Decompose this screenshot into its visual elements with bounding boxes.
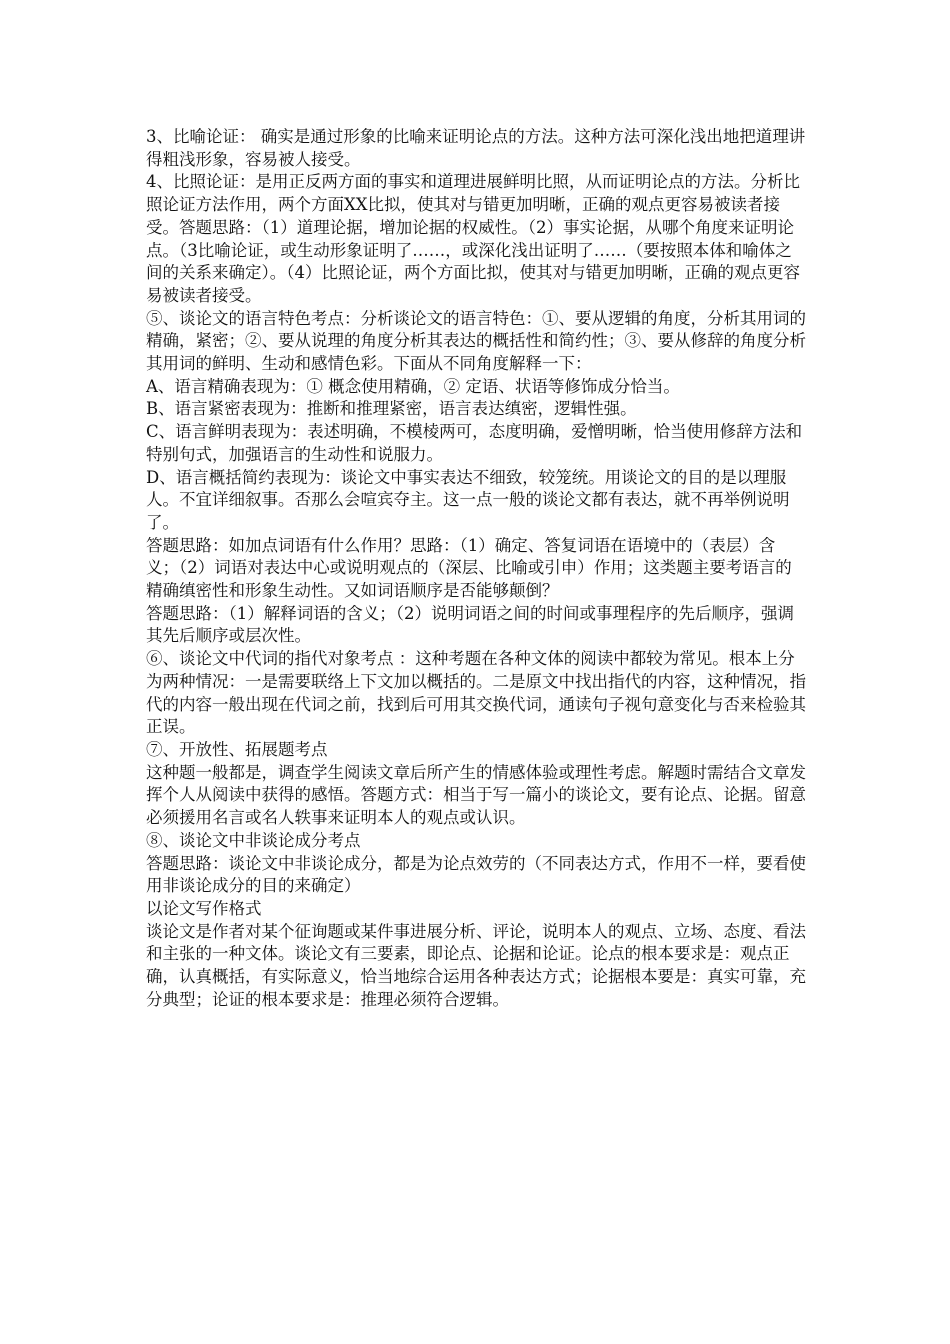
paragraph-language-rigorous: B、语言紧密表现为：推断和推理紧密，语言表达缜密，逻辑性强。 bbox=[146, 399, 637, 419]
paragraph-answer-approach-order: 答题思路：（1）解释词语的含义；（2）说明词语之间的时间或事理程序的先后顺序，强调其先后顺序或层次性。 bbox=[146, 603, 794, 646]
paragraph-language-concise: D、语言概括简约表现为：谈论文中事实表达不细致，较笼统。用谈论文的目的是以理服人。不宜详细叙事。否那么会喧宾夺主。这一点一般的谈论文都有表达，就不再举例说明了。 bbox=[146, 467, 790, 532]
paragraph-language-features: ⑤、谈论文的语言特色考点：分析谈论文的语言特色：①、要从逻辑的角度，分析其用词的精确，紧密；②、要从说理的角度分析其表达的概括性和简约性；③、要从修辞的角度分析其用词的鲜明、生动和感情色彩。下面从不同角度解释一下： bbox=[146, 308, 806, 374]
paragraph-language-vivid: C、语言鲜明表现为：表述明确，不模棱两可，态度明确，爱憎明晰，恰当使用修辞方法和特别句式，加强语言的生动性和说服力。 bbox=[146, 422, 803, 464]
heading-open-questions: ⑦、开放性、拓展题考点 bbox=[146, 739, 328, 759]
paragraph-essay-definition: 谈论文是作者对某个征询题或某件事进展分析、评论，说明本人的观点、立场、态度、看法和主张的一种文体。谈论文有三要素，即论点、论据和论证。论点的根本要求是：观点正确，认真概括，有实际意义，恰当地综合运用各种表达方式；论据根本要是：真实可靠，充分典型；论证的根本要求是：推理必须符合逻辑。 bbox=[146, 921, 806, 1009]
paragraph-pronoun-reference: ⑥、谈论文中代词的指代对象考点 ：这种考题在各种文体的阅读中都较为常见。根本上分为两种情况：一是需要联络上下文加以概括的。二是原文中找出指代的内容，这种情况，指代的内容一般出现在代词之前，找到后可用其交换代词，通读句子视句意变化与否来检验其正误。 bbox=[146, 649, 806, 737]
paragraph-language-precise: A、语言精确表现为：① 概念使用精确，② 定语、状语等修饰成分恰当。 bbox=[146, 376, 680, 396]
paragraph-open-questions: 这种题一般都是，调查学生阅读文章后所产生的情感体验或理性考虑。解题时需结合文章发挥个人从阅读中获得的感悟。答题方式：相当于写一篇小的谈论文，要有论点、论据。留意必须援用名言或名人轶事来证明本人的观点或认识。 bbox=[146, 762, 806, 828]
heading-essay-format: 以论文写作格式 bbox=[146, 898, 262, 918]
paragraph-metaphor-argument: 3、比喻论证： 确实是通过形象的比喻来证明论点的方法。这种方法可深化浅出地把道理讲得粗浅形象，容易被人接受。 bbox=[146, 127, 806, 169]
heading-non-argument-components: ⑧、谈论文中非谈论成分考点 bbox=[146, 830, 361, 850]
document-body bbox=[146, 126, 808, 1011]
paragraph-contrast-argument: 4、比照论证：是用正反两方面的事实和道理进展鲜明比照，从而证明论点的方法。分析比照论证方法作用，两个方面XX比拟，使其对与错更加明晰，正确的观点更容易被读者接受。答题思路：（1）道理论据，增加论据的权威性。（2）事实论据，从哪个角度来证明论点。（3比喻论证，或生动形象证明了……，或深化浅出证明了……（要按照本体和喻体之间的关系来确定）。（4）比照论证，两个方面比拟，使其对与错更加明晰，正确的观点更容易被读者接受。 bbox=[146, 172, 800, 305]
paragraph-answer-approach-words: 答题思路：如加点词语有什么作用？思路：（1）确定、答复词语在语境中的（表层）含义；（2）词语对表达中心或说明观点的（深层、比喻或引申）作用；这类题主要考语言的精确缜密性和形象生动性。又如词语顺序是否能够颠倒？ bbox=[146, 535, 792, 601]
paragraph-non-argument-components: 答题思路：谈论文中非谈论成分，都是为论点效劳的（不同表达方式，作用不一样，要看使用非谈论成分的目的来确定） bbox=[146, 853, 806, 896]
